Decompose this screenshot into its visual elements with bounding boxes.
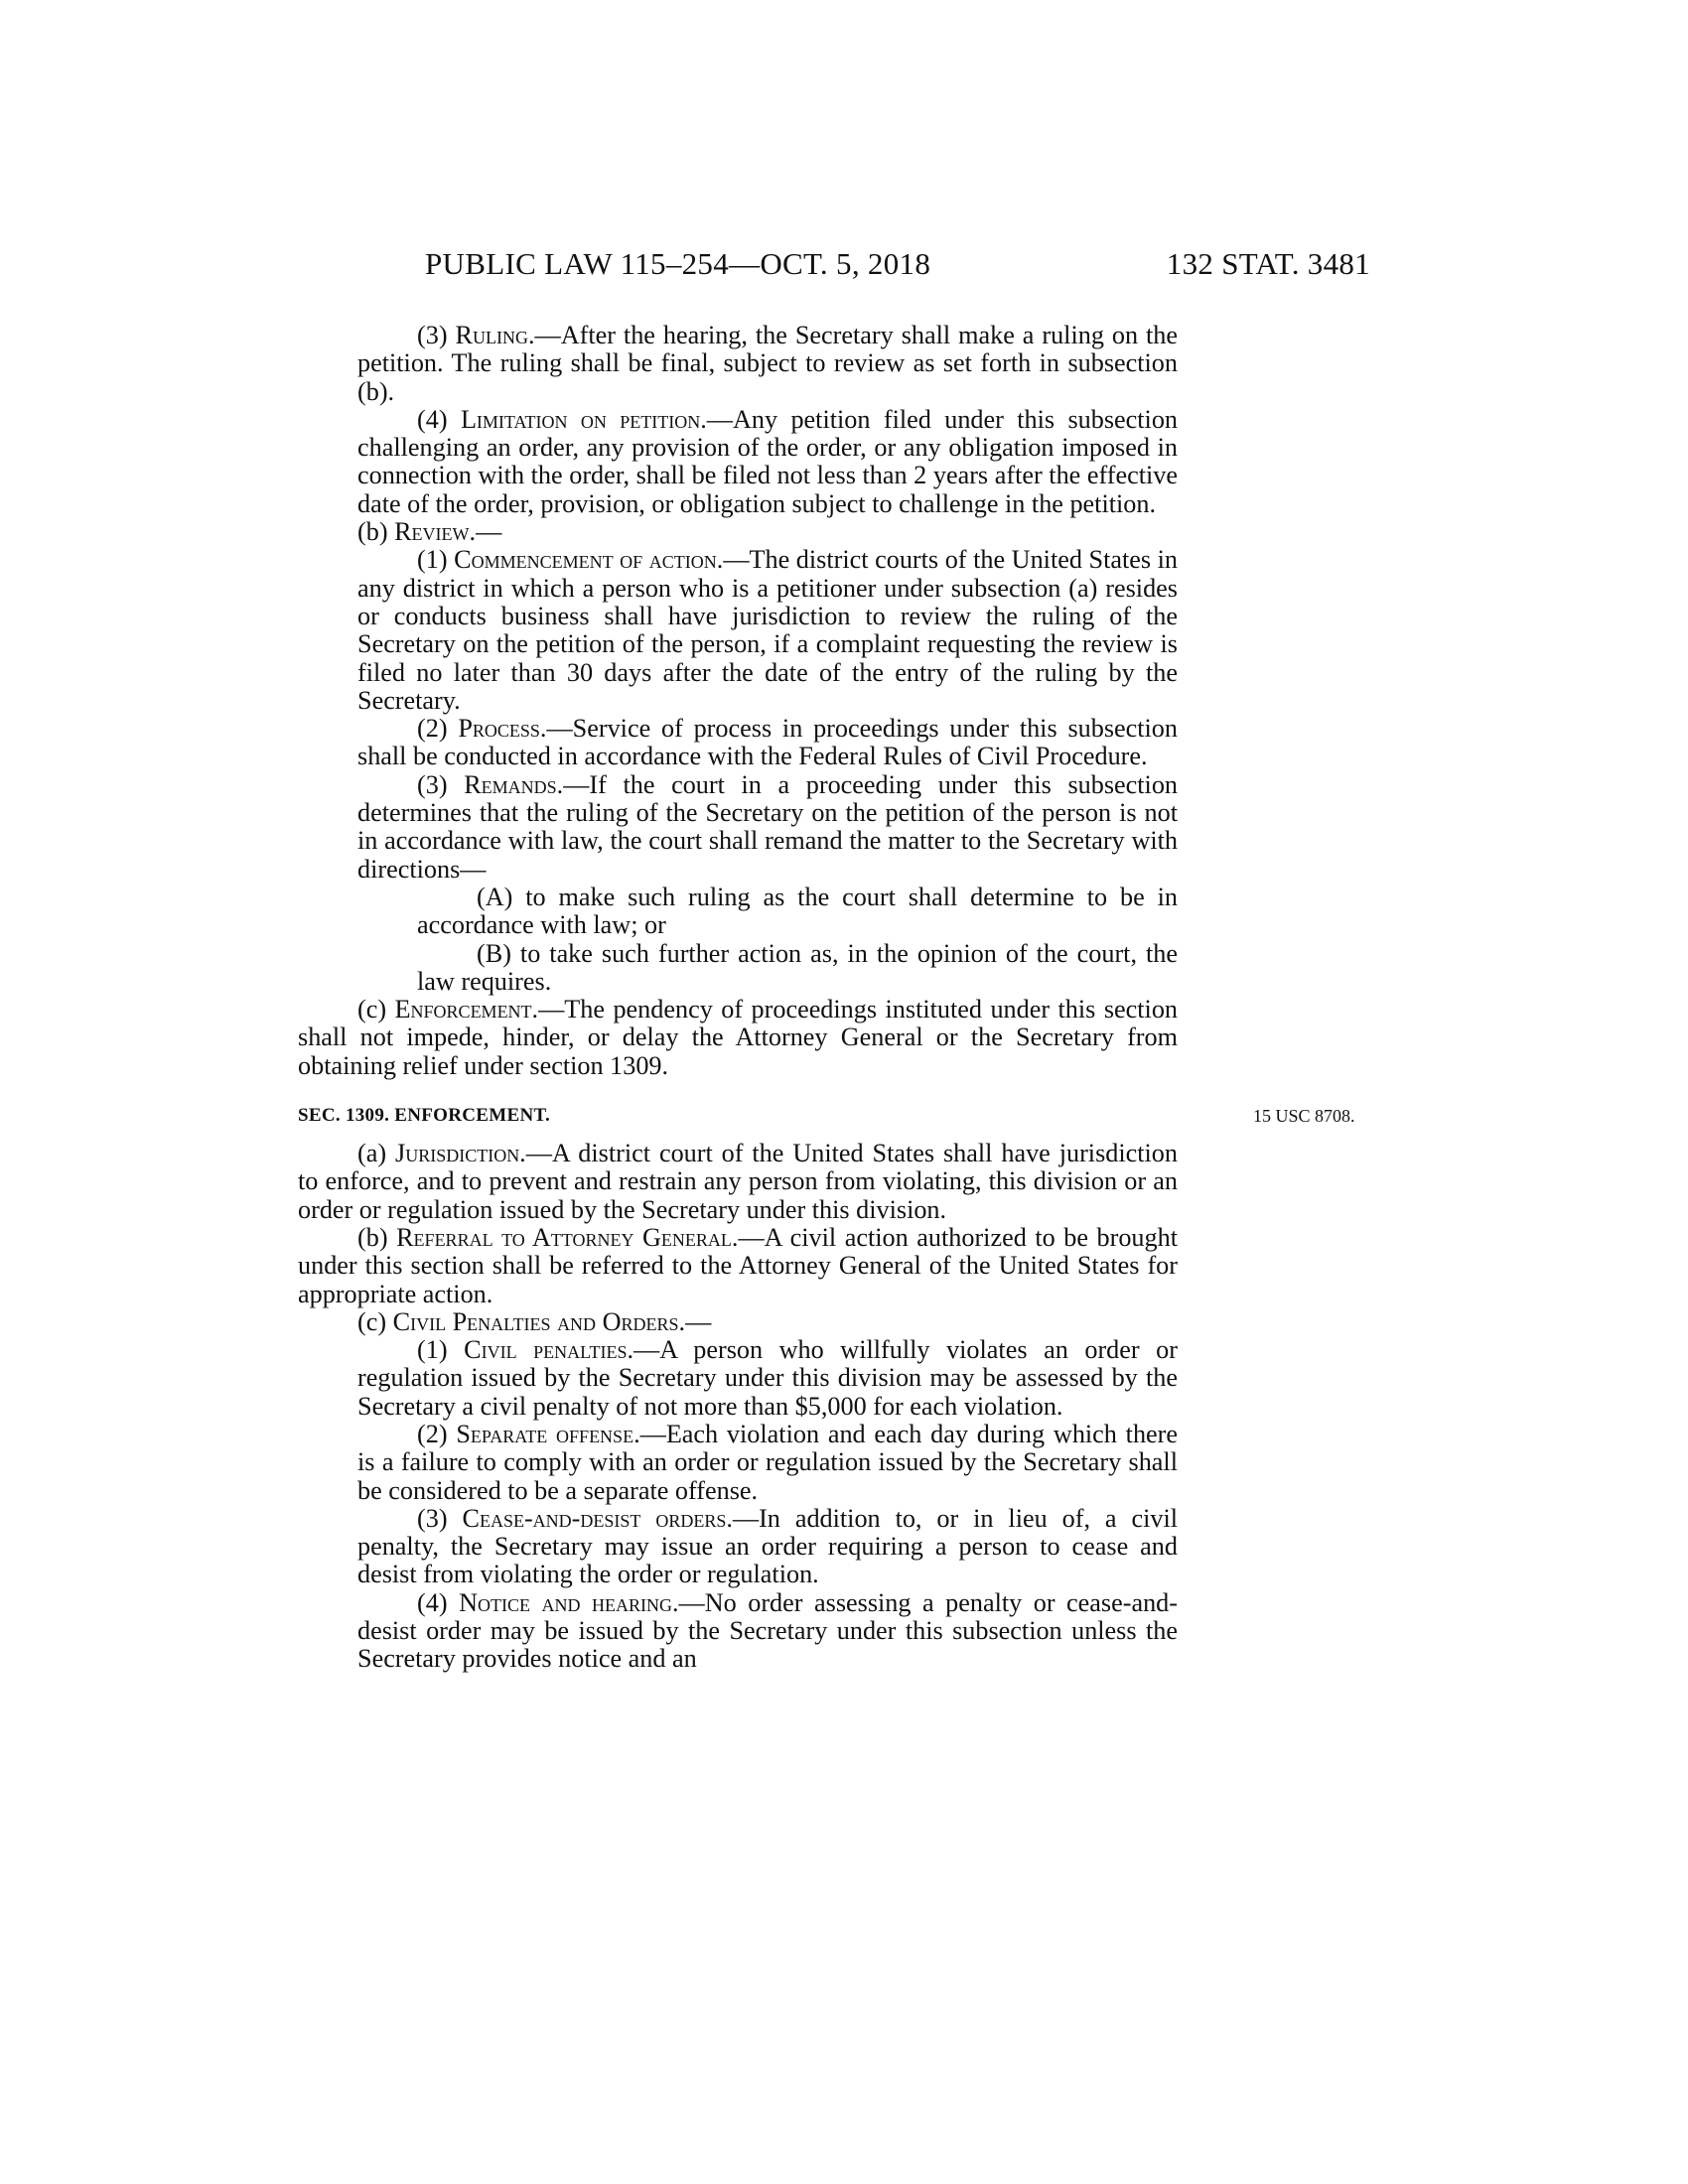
section-heading-row — [298, 1098, 1355, 1128]
paragraph-limitation — [298, 406, 1178, 518]
paragraph-number: (B) — [477, 938, 511, 968]
subsection-civil-penalties-orders — [298, 1308, 1178, 1336]
paragraph-number: (3) — [417, 1503, 448, 1533]
header-title: PUBLIC LAW 115–254—OCT. 5, 2018 — [425, 246, 931, 281]
paragraph-number: (c) — [357, 995, 387, 1024]
paragraph-number: (4) — [417, 404, 448, 434]
paragraph-heading: Jurisdiction. — [395, 1139, 526, 1168]
paragraph-text: —After the hearing, the Secretary shall make a ruling on the petition. The ruling shall be final, subject to review as set forth in subsection (b). — [357, 321, 1179, 406]
paragraph-text: — — [685, 1306, 712, 1336]
paragraph-heading: Referral to Attorney General. — [396, 1222, 739, 1252]
paragraph-heading: Ruling. — [455, 321, 535, 349]
subparagraph-b — [298, 940, 1178, 997]
paragraph-number: (3) — [417, 321, 448, 349]
paragraph-number: (c) — [357, 1306, 387, 1336]
paragraph-text: —No order assessing a penalty or cease-and-desist order may be issued by the Secretary under this subsection unless the Secretary provides notice and an — [357, 1587, 1178, 1674]
paragraph-heading: Separate offense. — [456, 1419, 640, 1448]
paragraph-text: — — [476, 517, 502, 547]
paragraph-number: (b) — [357, 1222, 388, 1252]
paragraph-commencement — [298, 546, 1178, 715]
paragraph-number: (A) — [477, 882, 513, 911]
paragraph-text: —In addition to, or in lieu of, a civil penalty, the Secretary may issue an order requiring a person to cease and desist from violating the order or regulation. — [357, 1503, 1179, 1589]
paragraph-text: —A person who willfully violates an order or regulation issued by the Secretary under this division may be assessed by the Secretary a civil penalty of not more than $5,000 for each violation. — [357, 1335, 1178, 1421]
paragraph-number: (b) — [357, 517, 388, 547]
paragraph-number: (2) — [417, 1419, 448, 1448]
paragraph-text: —A civil action authorized to be brought under this section shall be referred to the Attorney General of the United States for appropriate action. — [298, 1222, 1178, 1308]
paragraph-remands — [298, 771, 1178, 884]
subsection-jurisdiction — [298, 1140, 1178, 1224]
paragraph-heading: Enforcement. — [394, 995, 539, 1024]
paragraph-text: —If the court in a proceeding under this subsection determines that the ruling of the Secretary on the petition of the person is not in accordance with law, the court shall remand the matter to the Secretary with directions— — [357, 769, 1179, 884]
paragraph-number: (a) — [357, 1139, 387, 1168]
paragraph-number: (3) — [417, 769, 448, 799]
paragraph-heading: Limitation on petition. — [460, 404, 707, 434]
paragraph-cease-and-desist — [298, 1505, 1178, 1589]
paragraph-heading: Civil penalties. — [464, 1335, 634, 1365]
paragraph-notice-hearing — [298, 1589, 1178, 1674]
paragraph-civil-penalties — [298, 1336, 1178, 1421]
paragraph-text: to make such ruling as the court shall determine to be in accordance with law; or — [417, 882, 1178, 940]
page-stat-number: 132 STAT. 3481 — [1166, 246, 1370, 281]
paragraph-text: to take such further action as, in the opinion of the court, the law requires. — [417, 938, 1178, 996]
paragraph-process — [298, 715, 1178, 771]
subsection-enforcement — [298, 996, 1178, 1080]
paragraph-text: —Each violation and each day during which there is a failure to comply with an order or regulation issued by the Secretary shall be considered to be a separate offense. — [357, 1419, 1179, 1505]
paragraph-heading: Cease-and-desist orders. — [462, 1503, 733, 1533]
paragraph-number: (1) — [417, 545, 448, 575]
running-header — [298, 246, 1370, 286]
document-body — [298, 321, 1355, 1674]
paragraph-heading: Notice and hearing. — [459, 1587, 679, 1617]
subsection-referral — [298, 1224, 1178, 1308]
paragraph-text: —Service of process in proceedings under this subsection shall be conducted in accordance with the Federal Rules of Civil Procedure. — [357, 714, 1178, 771]
paragraph-number: (1) — [417, 1335, 448, 1365]
paragraph-heading: Process. — [458, 714, 547, 744]
section-heading: SEC. 1309. ENFORCEMENT. — [298, 1105, 551, 1127]
paragraph-number: (4) — [417, 1587, 448, 1617]
paragraph-heading: Review. — [394, 517, 477, 547]
paragraph-separate-offense — [298, 1421, 1178, 1505]
paragraph-text: —The pendency of proceedings instituted under this section shall not impede, hinder, or delay the Attorney General or the Secretary from obtaining relief under section 1309. — [298, 995, 1179, 1080]
subsection-review — [298, 518, 1178, 546]
paragraph-heading: Remands. — [464, 769, 564, 799]
paragraph-heading: Commencement of action. — [454, 545, 724, 575]
paragraph-ruling — [298, 322, 1178, 406]
paragraph-number: (2) — [417, 714, 448, 744]
paragraph-text: —The district courts of the United States in any district in which a person who is a petitioner under subsection (a) resides or conducts business shall have jurisdiction to review the ruling of the Secretary on the petition of the person, if a complaint requesting the review is filed no later than 30 days after the date of the entry of the ruling by the Secretary. — [357, 545, 1179, 715]
paragraph-text: —Any petition filed under this subsection challenging an order, any provision of the order, or any obligation imposed in connection with the order, shall be filed not less than 2 years after the effective date of the order, provision, or obligation subject to challenge in the petition. — [357, 404, 1179, 518]
paragraph-text: —A district court of the United States shall have jurisdiction to enforce, and to prevent and restrain any person from violating, this division or an order or regulation issued by the Secretary under this division. — [298, 1139, 1178, 1224]
paragraph-heading: Civil Penalties and Orders. — [392, 1306, 686, 1336]
margin-citation: 15 USC 8708. — [1253, 1106, 1355, 1127]
subparagraph-a — [298, 884, 1178, 940]
